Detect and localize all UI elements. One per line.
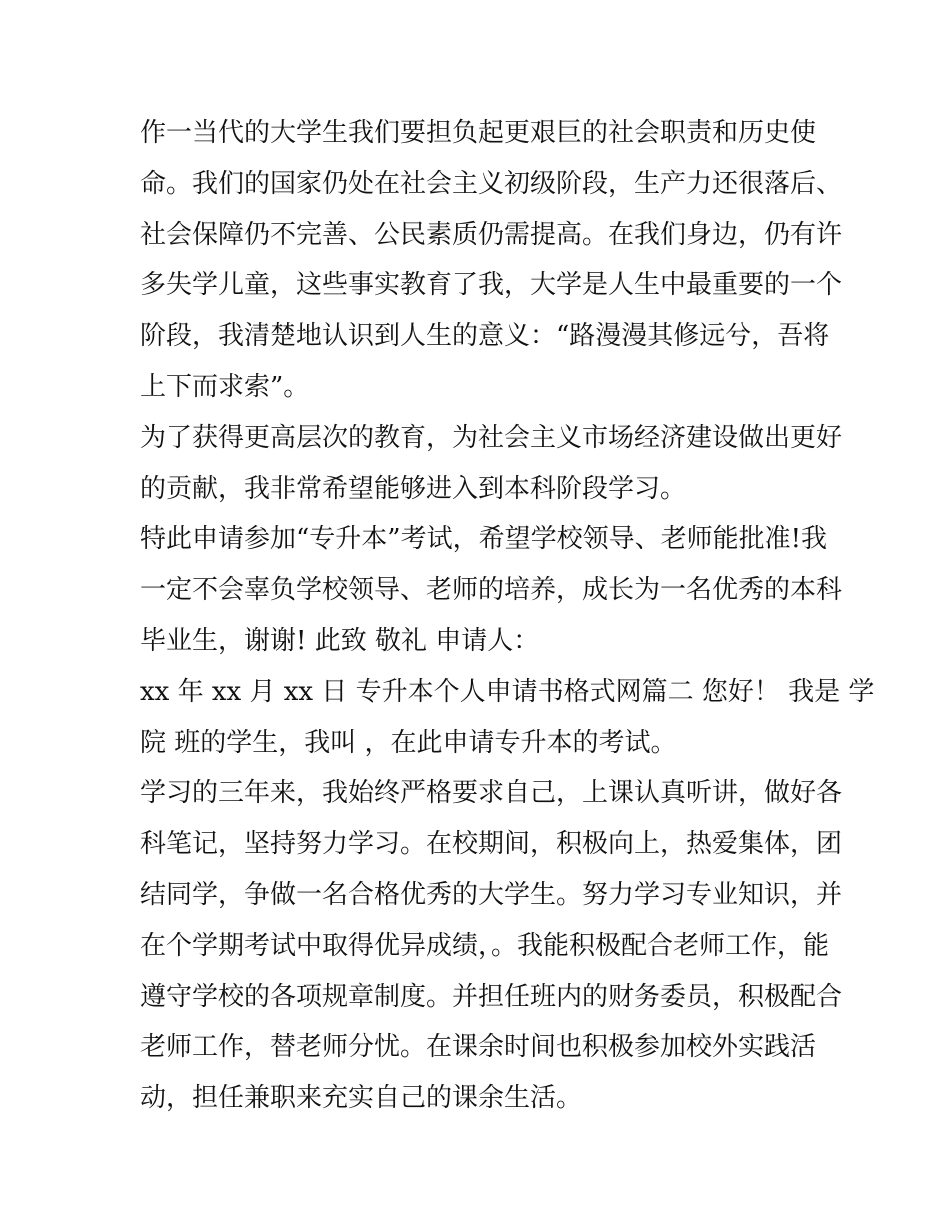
text-line: 阶段，我清楚地认识到人生的意义：“路漫漫其修远兮，吾将 <box>140 321 830 352</box>
text-line: 一定不会辜负学校领导、老师的培养，成长为一名优秀的本科 <box>140 575 843 606</box>
text-line: 为了获得更高层次的教育，为社会主义市场经济建设做出更好 <box>140 422 843 453</box>
text-line: 的贡献，我非常希望能够进入到本科阶段学习。 <box>140 473 687 504</box>
text-line: 院 班的学生，我叫 ，在此申请专升本的考试。 <box>140 727 677 758</box>
text-line: 遵守学校的各项规章制度。并担任班内的财务委员，积极配合 <box>140 981 843 1012</box>
text-line: 特此申请参加“专升本”考试，希望学校领导、老师能批准!我 <box>140 524 828 555</box>
text-line: 上下而求索”。 <box>140 371 310 402</box>
text-line: 毕业生，谢谢! 此致 敬礼 申请人： <box>140 625 540 656</box>
text-line: 动，担任兼职来充实自己的课余生活。 <box>140 1083 583 1114</box>
text-line: 结同学，争做一名合格优秀的大学生。努力学习专业知识，并 <box>140 879 843 910</box>
text-line: 老师工作，替老师分忧。在课余时间也积极参加校外实践活 <box>140 1032 817 1063</box>
text-line: 多失学儿童，这些事实教育了我，大学是人生中最重要的一个 <box>140 270 843 301</box>
document-body <box>140 108 875 1124</box>
text-line: 在个学期考试中取得优异成绩，。我能积极配合老师工作，能 <box>140 930 830 961</box>
text-line: xx 年 xx 月 xx 日 专升本个人申请书格式网篇二 您好！ 我是 学 <box>140 676 875 707</box>
text-line: 作一当代的大学生我们要担负起更艰巨的社会职责和历史使 <box>140 118 817 148</box>
text-line: 科笔记，坚持努力学习。在校期间，积极向上，热爱集体，团 <box>140 829 843 860</box>
text-line: 社会保障仍不完善、公民素质仍需提高。在我们身边，仍有许 <box>140 219 843 250</box>
text-line: 学习的三年来，我始终严格要求自己，上课认真听讲，做好各 <box>140 778 843 809</box>
text-line: 命。我们的国家仍处在社会主义初级阶段，生产力还很落后、 <box>140 168 843 199</box>
